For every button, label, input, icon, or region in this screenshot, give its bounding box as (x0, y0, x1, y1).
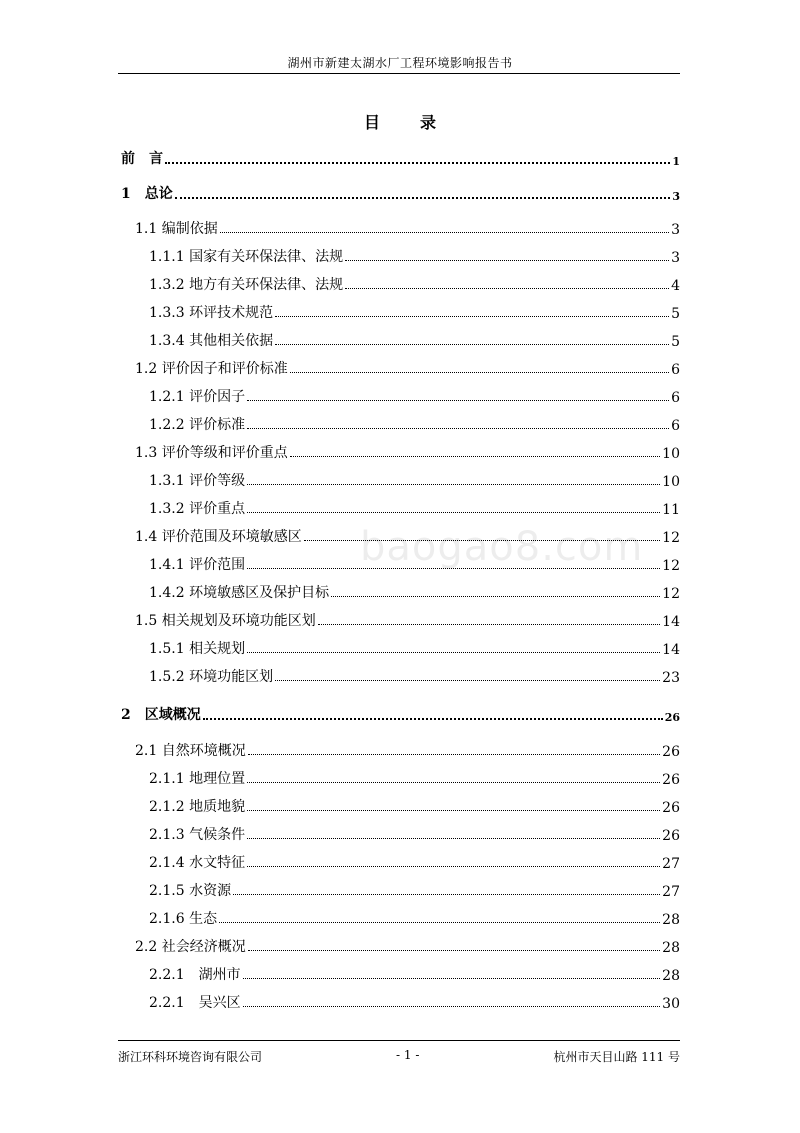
toc-leader-dots (290, 372, 669, 373)
toc-entry[interactable] (149, 470, 680, 490)
toc-entry[interactable] (135, 218, 680, 238)
toc-entry-page: 5 (671, 334, 680, 350)
toc-entry[interactable] (149, 824, 680, 844)
toc-leader-dots (233, 894, 660, 895)
toc-leader-dots (248, 754, 660, 755)
toc-entry-label: 1.4.2 环境敏感区及保护目标 (149, 582, 330, 602)
toc-entry[interactable] (135, 610, 680, 630)
toc-entry[interactable] (135, 740, 680, 760)
toc-entry[interactable] (149, 964, 680, 984)
footer-company: 浙江环科环境咨询有限公司 (118, 1050, 263, 1064)
toc-entry-label: 1.3.1 评价等级 (149, 470, 246, 490)
toc-leader-dots (304, 540, 660, 541)
toc-entry-label: 2.1.1 地理位置 (149, 768, 246, 788)
toc-entry-page: 26 (662, 744, 680, 760)
toc-entry-label: 1.2.2 评价标准 (149, 414, 246, 434)
toc-entry-page: 5 (671, 306, 680, 322)
toc-entry-label: 1.5 相关规划及环境功能区划 (135, 610, 317, 630)
toc-entry-page: 10 (662, 446, 680, 462)
toc-entry-page: 10 (662, 474, 680, 490)
toc-entry[interactable] (135, 442, 680, 462)
toc-entry-label: 2.1 自然环境概况 (135, 740, 247, 760)
toc-entry-page: 14 (662, 642, 680, 658)
toc-entry-page: 6 (671, 362, 680, 378)
toc-entry-label: 2.2.1 湖州市 (149, 964, 242, 984)
toc-entry-label: 2 区域概况 (121, 704, 202, 724)
toc-leader-dots (247, 512, 660, 513)
toc-entry[interactable] (149, 302, 680, 322)
toc-entry-label: 1.3.3 环评技术规范 (149, 302, 274, 322)
toc-entry[interactable] (149, 908, 680, 928)
toc-leader-dots (275, 680, 660, 681)
toc-entry-page: 3 (671, 250, 680, 266)
toc-entry-label: 1.1 编制依据 (135, 218, 219, 238)
footer-divider (118, 1040, 680, 1041)
toc-entry-page: 12 (662, 558, 680, 574)
toc-entry-label: 2.2 社会经济概况 (135, 936, 247, 956)
toc-leader-dots (219, 922, 660, 923)
toc-entry[interactable] (149, 498, 680, 518)
toc-entry-page: 1 (672, 155, 680, 168)
toc-leader-dots (165, 162, 670, 164)
toc-entry-label: 前 言 (121, 148, 164, 168)
toc-entry-page: 26 (664, 711, 680, 724)
running-header-title: 湖州市新建太湖水厂工程环境影响报告书 (287, 56, 513, 70)
toc-entry[interactable] (149, 992, 680, 1012)
toc-leader-dots (275, 344, 669, 345)
toc-entry[interactable] (149, 330, 680, 350)
toc-entry-page: 23 (662, 670, 680, 686)
toc-entry-page: 28 (662, 968, 680, 984)
toc-entry-page: 12 (662, 530, 680, 546)
toc-entry-label: 1.1.1 国家有关环保法律、法规 (149, 246, 344, 266)
toc-entry-page: 26 (662, 828, 680, 844)
toc-entry-page: 28 (662, 912, 680, 928)
toc-entry[interactable] (121, 148, 680, 168)
toc-entry[interactable] (149, 768, 680, 788)
toc-entry-label: 1.3.2 评价重点 (149, 498, 246, 518)
toc-entry-page: 6 (671, 390, 680, 406)
watermark: baogao8.com (360, 524, 644, 570)
toc-entry[interactable] (149, 880, 680, 900)
toc-entry-label: 2.1.3 气候条件 (149, 824, 246, 844)
toc-leader-dots (247, 652, 660, 653)
toc-leader-dots (247, 838, 660, 839)
toc-entry-label: 1.5.2 环境功能区划 (149, 666, 274, 686)
toc-leader-dots (175, 197, 671, 199)
toc-entry-page: 4 (671, 278, 680, 294)
toc-leader-dots (243, 978, 661, 979)
toc-entry-label: 2.1.4 水文特征 (149, 852, 246, 872)
toc-entry-label: 1.2.1 评价因子 (149, 386, 246, 406)
toc-entry-label: 1.4 评价范围及环境敏感区 (135, 526, 303, 546)
toc-entry-page: 3 (671, 222, 680, 238)
toc-leader-dots (247, 400, 669, 401)
toc-entry-label: 1 总论 (121, 183, 174, 203)
toc-entry[interactable] (149, 246, 680, 266)
toc-entry[interactable] (135, 358, 680, 378)
toc-leader-dots (247, 810, 660, 811)
toc-leader-dots (275, 316, 669, 317)
toc-entry-page: 26 (662, 772, 680, 788)
toc-leader-dots (248, 950, 660, 951)
toc-title: 目 录 (363, 113, 448, 132)
toc-entry-page: 11 (662, 502, 680, 518)
toc-leader-dots (247, 568, 660, 569)
toc-entry-page: 27 (662, 856, 680, 872)
toc-entry-page: 3 (672, 190, 680, 203)
toc-entry-label: 2.2.1 吴兴区 (149, 992, 242, 1012)
toc-entry-label: 2.1.6 生态 (149, 908, 218, 928)
toc-entry-page: 27 (662, 884, 680, 900)
toc-leader-dots (243, 1006, 661, 1007)
toc-entry[interactable] (149, 386, 680, 406)
toc-leader-dots (290, 456, 660, 457)
toc-entry-page: 26 (662, 800, 680, 816)
toc-leader-dots (331, 596, 660, 597)
toc-entry[interactable] (149, 554, 680, 574)
toc-entry[interactable] (149, 796, 680, 816)
header-divider (118, 73, 680, 74)
toc-entry-label: 1.4.1 评价范围 (149, 554, 246, 574)
footer-address: 杭州市天目山路 111 号 (553, 1050, 680, 1064)
toc-leader-dots (318, 624, 660, 625)
toc-entry-page: 6 (671, 418, 680, 434)
toc-leader-dots (247, 428, 669, 429)
toc-entry-label: 1.3.2 地方有关环保法律、法规 (149, 274, 344, 294)
toc-entry[interactable] (135, 936, 680, 956)
toc-entry-page: 30 (662, 996, 680, 1012)
toc-entry[interactable] (121, 704, 680, 724)
toc-entry[interactable] (149, 414, 680, 434)
toc-entry-label: 2.1.2 地质地貌 (149, 796, 246, 816)
toc-leader-dots (247, 782, 660, 783)
toc-entry-label: 2.1.5 水资源 (149, 880, 232, 900)
toc-entry-label: 1.3.4 其他相关依据 (149, 330, 274, 350)
toc-entry[interactable] (149, 852, 680, 872)
toc-entry[interactable] (121, 183, 680, 203)
toc-leader-dots (203, 718, 663, 720)
toc-leader-dots (247, 484, 660, 485)
toc-entry-label: 1.2 评价因子和评价标准 (135, 358, 289, 378)
toc-leader-dots (345, 260, 669, 261)
toc-entry[interactable] (135, 526, 680, 546)
toc-leader-dots (220, 232, 669, 233)
toc-entry-label: 1.5.1 相关规划 (149, 638, 246, 658)
toc-entry-label: 1.3 评价等级和评价重点 (135, 442, 289, 462)
toc-entry[interactable] (149, 582, 680, 602)
toc-entry[interactable] (149, 638, 680, 658)
toc-entry-page: 14 (662, 614, 680, 630)
toc-entry-page: 12 (662, 586, 680, 602)
toc-entry[interactable] (149, 666, 680, 686)
toc-entry[interactable] (149, 274, 680, 294)
toc-leader-dots (345, 288, 669, 289)
page-footer (118, 1048, 680, 1065)
footer-page-number: - 1 - (396, 1048, 420, 1062)
toc-entry-page: 28 (662, 940, 680, 956)
toc-leader-dots (247, 866, 660, 867)
